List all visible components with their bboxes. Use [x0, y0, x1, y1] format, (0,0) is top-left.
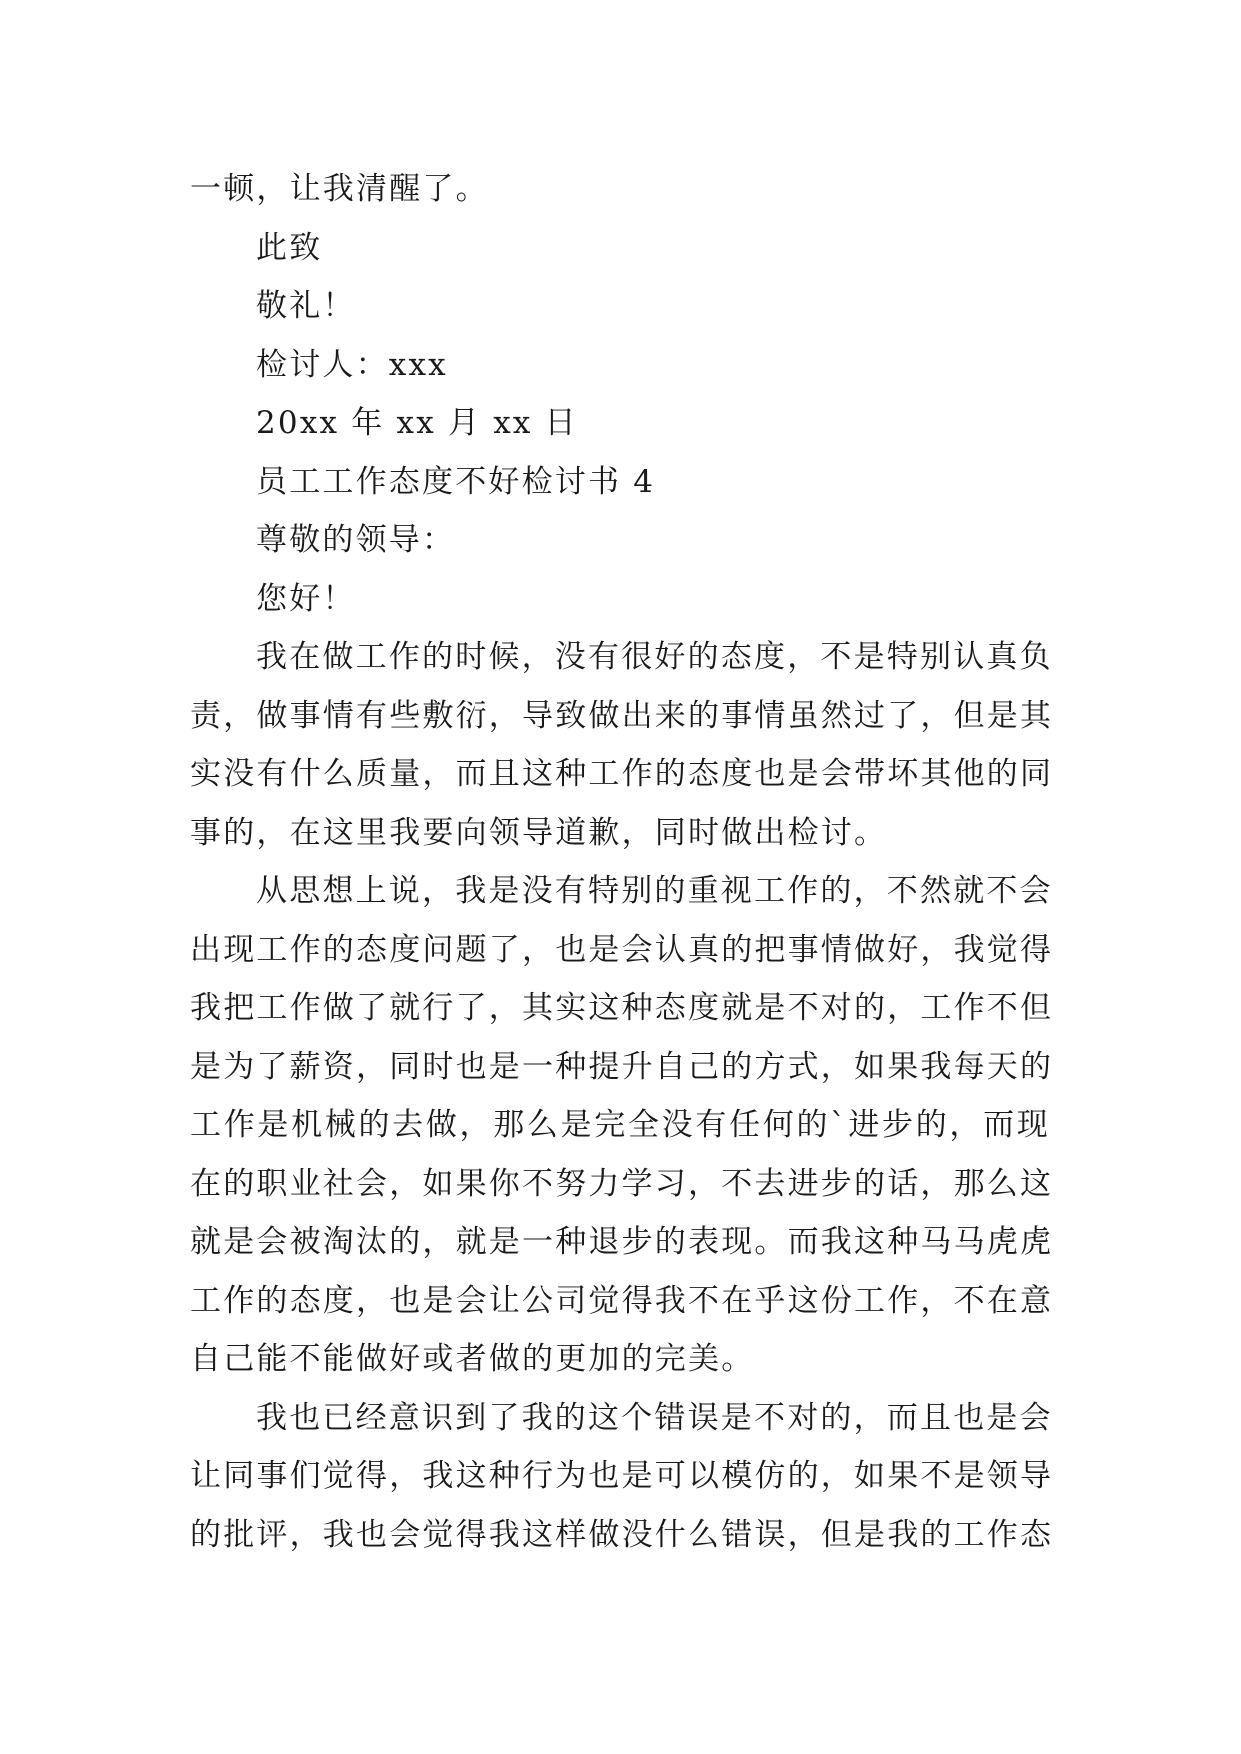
paragraph-line: 从思想上说，我是没有特别的重视工作的，不然就不会 [256, 873, 1053, 909]
paragraph-line: 就是会被淘汰的，就是一种退步的表现。而我这种马马虎虎 [190, 1224, 1054, 1260]
letter-date: 20xx 年 xx 月 xx 日 [256, 405, 578, 441]
paragraph-2 [190, 862, 1054, 1389]
paragraph-line: 在的职业社会，如果你不努力学习，不去进步的话，那么这 [190, 1165, 1054, 1202]
paragraph-3 [190, 1389, 1054, 1565]
author-signature: 检讨人：xxx [256, 346, 448, 383]
greeting-line: 您好！ [256, 580, 356, 617]
paragraph-line: 的批评，我也会觉得我这样做没什么错误，但是我的工作态 [190, 1516, 1054, 1553]
paragraph-line: 工作是机械的去做，那么是完全没有任何的`进步的，而现 [190, 1107, 1050, 1143]
section-title: 员工工作态度不好检讨书 4 [256, 463, 656, 500]
paragraph-line: 工作的态度，也是会让公司觉得我不在乎这份工作，不在意 [190, 1282, 1054, 1319]
paragraph-line: 让同事们觉得，我这种行为也是可以模仿的，如果不是领导 [190, 1458, 1054, 1494]
document-body [190, 160, 1054, 1564]
paragraph-line: 事的，在这里我要向领导道歉，同时做出检讨。 [190, 814, 888, 851]
opening-line: 一顿，让我清醒了。 [190, 171, 489, 207]
closing-salutation: 此致 [256, 229, 323, 266]
paragraph-line: 我把工作做了就行了，其实这种态度就是不对的，工作不但 [190, 990, 1054, 1026]
paragraph-line: 出现工作的态度问题了，也是会认真的把事情做好，我觉得 [190, 931, 1054, 968]
closing-respect: 敬礼！ [256, 288, 356, 324]
addressee-line: 尊敬的领导： [256, 522, 456, 558]
paragraph-line: 实没有什么质量，而且这种工作的态度也是会带坏其他的同 [190, 756, 1054, 792]
paragraph-line: 我在做工作的时候，没有很好的态度，不是特别认真负 [256, 639, 1053, 675]
paragraph-line: 是为了薪资，同时也是一种提升自己的方式，如果我每天的 [190, 1048, 1054, 1085]
paragraph-line: 我也已经意识到了我的这个错误是不对的，而且也是会 [256, 1399, 1053, 1436]
paragraph-line: 自己能不能做好或者做的更加的完美。 [190, 1341, 755, 1377]
paragraph-line: 责，做事情有些敷衍，导致做出来的事情虽然过了，但是其 [190, 697, 1054, 734]
paragraph-1 [190, 628, 1054, 862]
